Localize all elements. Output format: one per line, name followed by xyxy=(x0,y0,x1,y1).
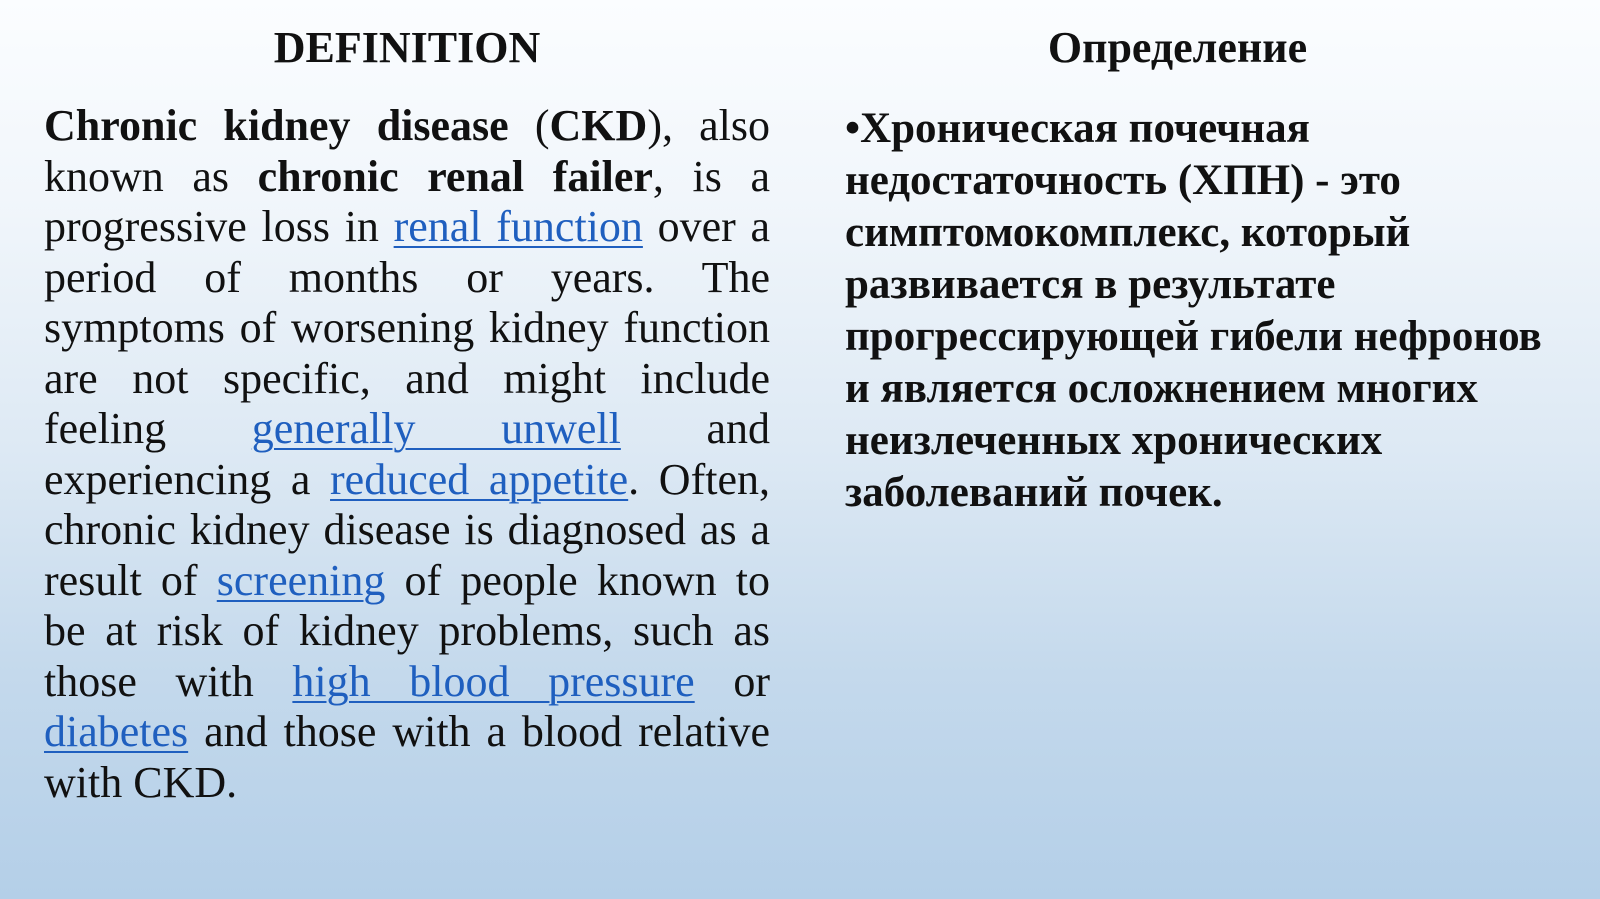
bullet-marker: • xyxy=(845,105,861,152)
text-segment: ( xyxy=(508,101,550,150)
text-segment: . Often, chronic kidney disease is diagnosed as a result of xyxy=(44,454,770,605)
text-segment: ), also known as xyxy=(44,101,771,201)
definition-heading: DEFINITION xyxy=(273,23,541,72)
link-screening[interactable]: screening xyxy=(216,555,386,605)
russian-definition-paragraph xyxy=(845,103,1565,519)
link-high-blood-pressure[interactable]: high blood pressure xyxy=(292,656,695,706)
link-diabetes[interactable]: diabetes xyxy=(44,707,189,756)
term-chronic-renal-failer: chronic renal failer xyxy=(257,151,653,201)
russian-definition-heading: Определение xyxy=(1047,23,1308,72)
text-segment: , is a progressive loss in xyxy=(44,151,770,251)
english-definition-paragraph xyxy=(44,101,770,808)
text-segment: over a period of months or years. The symptoms of worsening kidney function are not specific, and might include feeling xyxy=(44,202,770,453)
russian-definition-text: Хроническая почечная недостаточность (ХПН) - это симптомокомплекс, который развивается в результате прогрессирующей гибели нефронов и является осложнением многих неизлеченных хронических заболеваний почек. xyxy=(845,105,1542,516)
term-chronic-kidney-disease: Chronic kidney disease xyxy=(44,101,509,150)
link-renal-function[interactable]: renal function xyxy=(393,202,643,251)
link-reduced-appetite[interactable]: reduced appetite xyxy=(330,454,629,504)
text-segment: or xyxy=(694,656,770,706)
text-segment: and those with a blood relative with CKD. xyxy=(44,707,770,807)
text-segment: and experiencing a xyxy=(44,404,770,504)
term-ckd: CKD xyxy=(549,101,648,150)
text-segment: of people known to be at risk of kidney problems, such as those with xyxy=(44,555,771,706)
link-generally-unwell[interactable]: generally unwell xyxy=(251,404,621,453)
